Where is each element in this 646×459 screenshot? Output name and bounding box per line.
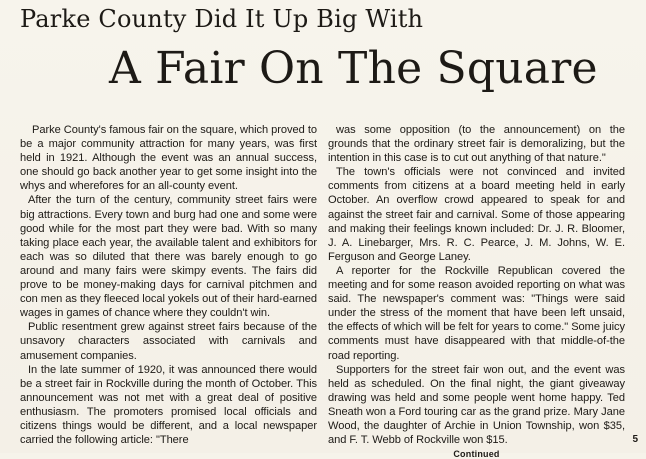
left-paragraph-3: Public resentment grew against street fairs because of the unsavory characters associated with carnivals and amusement companies. (20, 321, 317, 362)
left-paragraph-2: After the turn of the century, community street fairs were big attractions. Every town and burg had one and some were good while for the most part they were bad. With so many taking place each year, the available talent and exhibitors for each was so diluted that there was barely enough to go around and many fairs were skimpy events. The fairs did prove to be money-making days for carnival pitchmen and con men as they fleeced local yokels out of their hard-earned wages in games of chance where they couldn't win. (20, 194, 317, 320)
article-columns (20, 123, 625, 459)
right-paragraph-3: A reporter for the Rockville Republican covered the meeting and for some reason avoided reporting on what was said. The newspaper's comment was: "Things were said under the stress of the moment that have been left unsaid, the effects of which will be felt for years to come." Some juicy comments must have disappeared with that middle-of-the road reporting. (328, 264, 625, 362)
left-paragraph-1: Parke County's famous fair on the square, which proved to be a major community attraction for many years, was first held in 1921. Although the event was an annual success, one should go back another year to get some insight into the whys and wherefores for an all-county event. (20, 124, 317, 193)
page-number: 5 (632, 434, 638, 445)
article-kicker: Parke County Did It Up Big With (20, 5, 424, 33)
right-column (328, 123, 625, 459)
left-paragraph-4: In the late summer of 1920, it was announced there would be a street fair in Rockville during the month of October. This announcement was not met with a great deal of positive enthusiasm. The promoters promised local officials and citizens things would be different, and a local newspaper carried the following article: "There (20, 363, 317, 447)
right-paragraph-1: was some opposition (to the announcement) on the grounds that the ordinary street fair is demoralizing, but the intention in this case is to cut out anything of that nature." (328, 124, 625, 165)
continued-label: Continued (453, 449, 500, 459)
left-column (20, 123, 317, 445)
article-headline: A Fair On The Square (109, 43, 598, 94)
right-paragraph-2: The town's officials were not convinced and invited comments from citizens at a board meeting held in early October. An overflow crowd appeared to speak for and against the street fair and carnival. Some of those appearing and making their feelings known included: Dr. J. R. Bloomer, J. A. Linebarger, Mrs. R. C. Pearce, J. M. Johns, W. E. Ferguson and George Laney. (328, 166, 625, 263)
right-paragraph-4: Supporters for the street fair won out, and the event was held as scheduled. On the final night, the giant giveaway drawing was held and some people went home happy. Ted Sneath won a Ford touring car as the grand prize. Mary Jane Wood, the daughter of Archie in Union Township, won $35, and F. T. Webb of Rockville won $15. (328, 363, 625, 447)
